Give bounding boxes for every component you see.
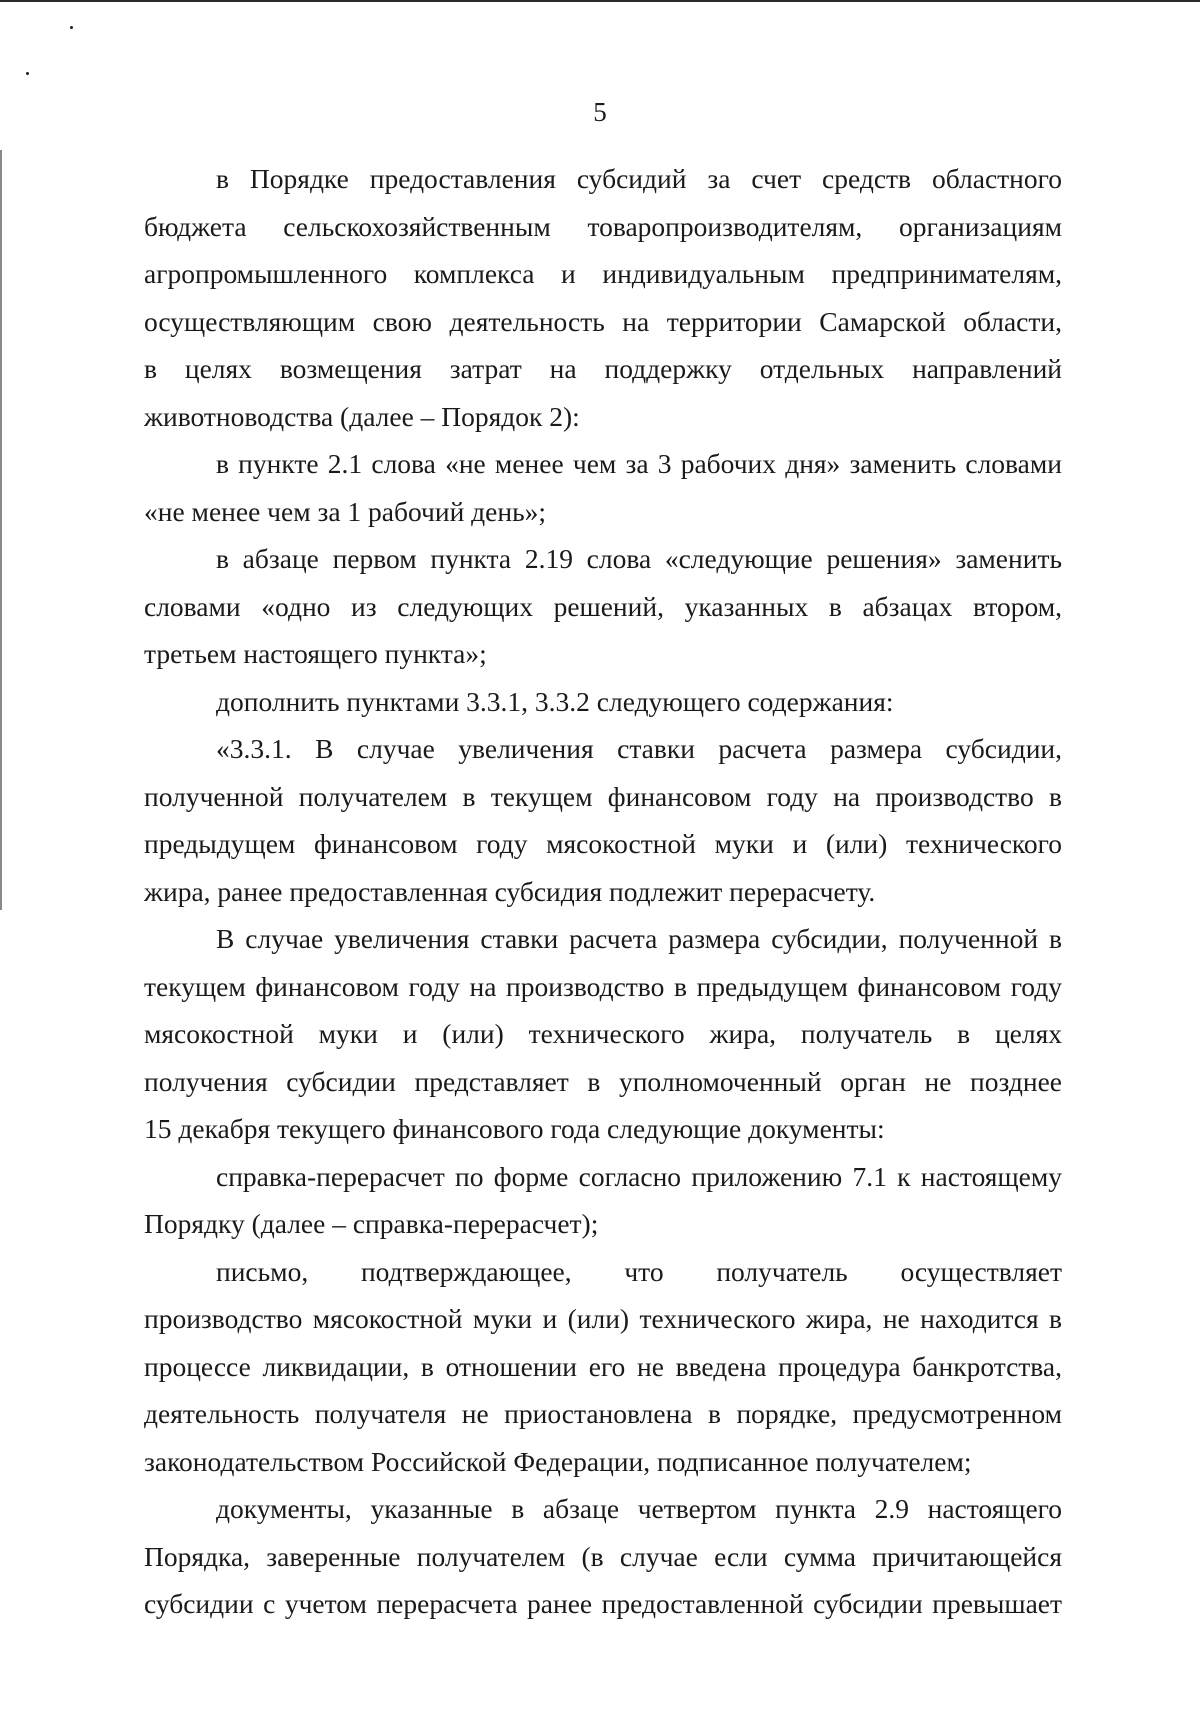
text-line: в Порядке предоставления субсидий за счет средств областного — [216, 163, 1062, 194]
text-line: процессе ликвидации, в отношении его не введена процедура банкротства, — [144, 1350, 1062, 1382]
paragraph — [144, 440, 1062, 535]
paragraph — [144, 1248, 1062, 1486]
document-body — [144, 155, 1062, 1628]
text-line: «3.3.1. В случае увеличения ставки расчета размера субсидии, — [216, 733, 1062, 764]
text-line: получения субсидии представляет в уполномоченный орган не позднее — [144, 1065, 1062, 1097]
paragraph — [144, 915, 1062, 1153]
scan-top-border — [0, 0, 1200, 2]
text-line: В случае увеличения ставки расчета размера субсидии, полученной в — [216, 923, 1062, 954]
text-line: третьем настоящего пункта»; — [144, 638, 487, 669]
text-line: словами «одно из следующих решений, указанных в абзацах втором, — [144, 590, 1062, 622]
paragraph — [144, 1153, 1062, 1248]
text-line: Порядку (далее – справка-перерасчет); — [144, 1208, 599, 1239]
page-number: 5 — [593, 97, 607, 127]
text-line: жира, ранее предоставленная субсидия подлежит перерасчету. — [144, 875, 876, 907]
text-line: в пункте 2.1 слова «не менее чем за 3 рабочих дня» заменить словами — [216, 448, 1062, 479]
text-line: в абзаце первом пункта 2.19 слова «следующие решения» заменить — [216, 543, 1062, 574]
paragraph — [144, 155, 1062, 440]
text-line: Порядка, заверенные получателем (в случае если сумма причитающейся — [144, 1540, 1062, 1572]
paragraph — [144, 725, 1062, 915]
paragraph — [144, 535, 1062, 678]
text-line: справка-перерасчет по форме согласно приложению 7.1 к настоящему — [216, 1160, 1062, 1192]
text-line: предыдущем финансовом году мясокостной муки и (или) технического — [144, 828, 1062, 859]
text-line: бюджета сельскохозяйственным товаропроизводителям, организациям — [144, 210, 1062, 242]
text-line: производство мясокостной муки и (или) технического жира, не находится в — [144, 1303, 1062, 1334]
text-line: животноводства (далее – Порядок 2): — [144, 400, 580, 432]
text-line: документы, указанные в абзаце четвертом пункта 2.9 настоящего — [216, 1493, 1062, 1524]
scan-left-edge — [0, 150, 2, 910]
text-line: письмо, подтверждающее, что получатель осуществляет — [216, 1255, 1062, 1287]
text-line: деятельность получателя не приостановлена в порядке, предусмотренном — [144, 1398, 1062, 1429]
scan-speck — [70, 26, 73, 29]
text-line: полученной получателем в текущем финансовом году на производство в — [144, 780, 1062, 812]
text-line: субсидии с учетом перерасчета ранее предоставленной субсидии превышает — [144, 1588, 1062, 1619]
text-line: «не менее чем за 1 рабочий день»; — [144, 495, 547, 527]
text-line: дополнить пунктами 3.3.1, 3.3.2 следующего содержания: — [216, 685, 894, 717]
text-line: в целях возмещения затрат на поддержку отдельных направлений — [144, 353, 1062, 384]
text-line: 15 декабря текущего финансового года следующие документы: — [144, 1113, 885, 1144]
text-line: осуществляющим свою деятельность на территории Самарской области, — [144, 305, 1062, 337]
text-line: текущем финансовом году на производство в предыдущем финансовом году — [144, 970, 1062, 1002]
text-line: агропромышленного комплекса и индивидуальным предпринимателям, — [144, 258, 1062, 289]
paragraph — [144, 1485, 1062, 1628]
text-line: мясокостной муки и (или) технического жира, получатель в целях — [144, 1018, 1062, 1049]
scan-speck — [26, 72, 29, 75]
text-line: законодательством Российской Федерации, подписанное получателем; — [144, 1445, 972, 1477]
paragraph — [144, 678, 1062, 726]
